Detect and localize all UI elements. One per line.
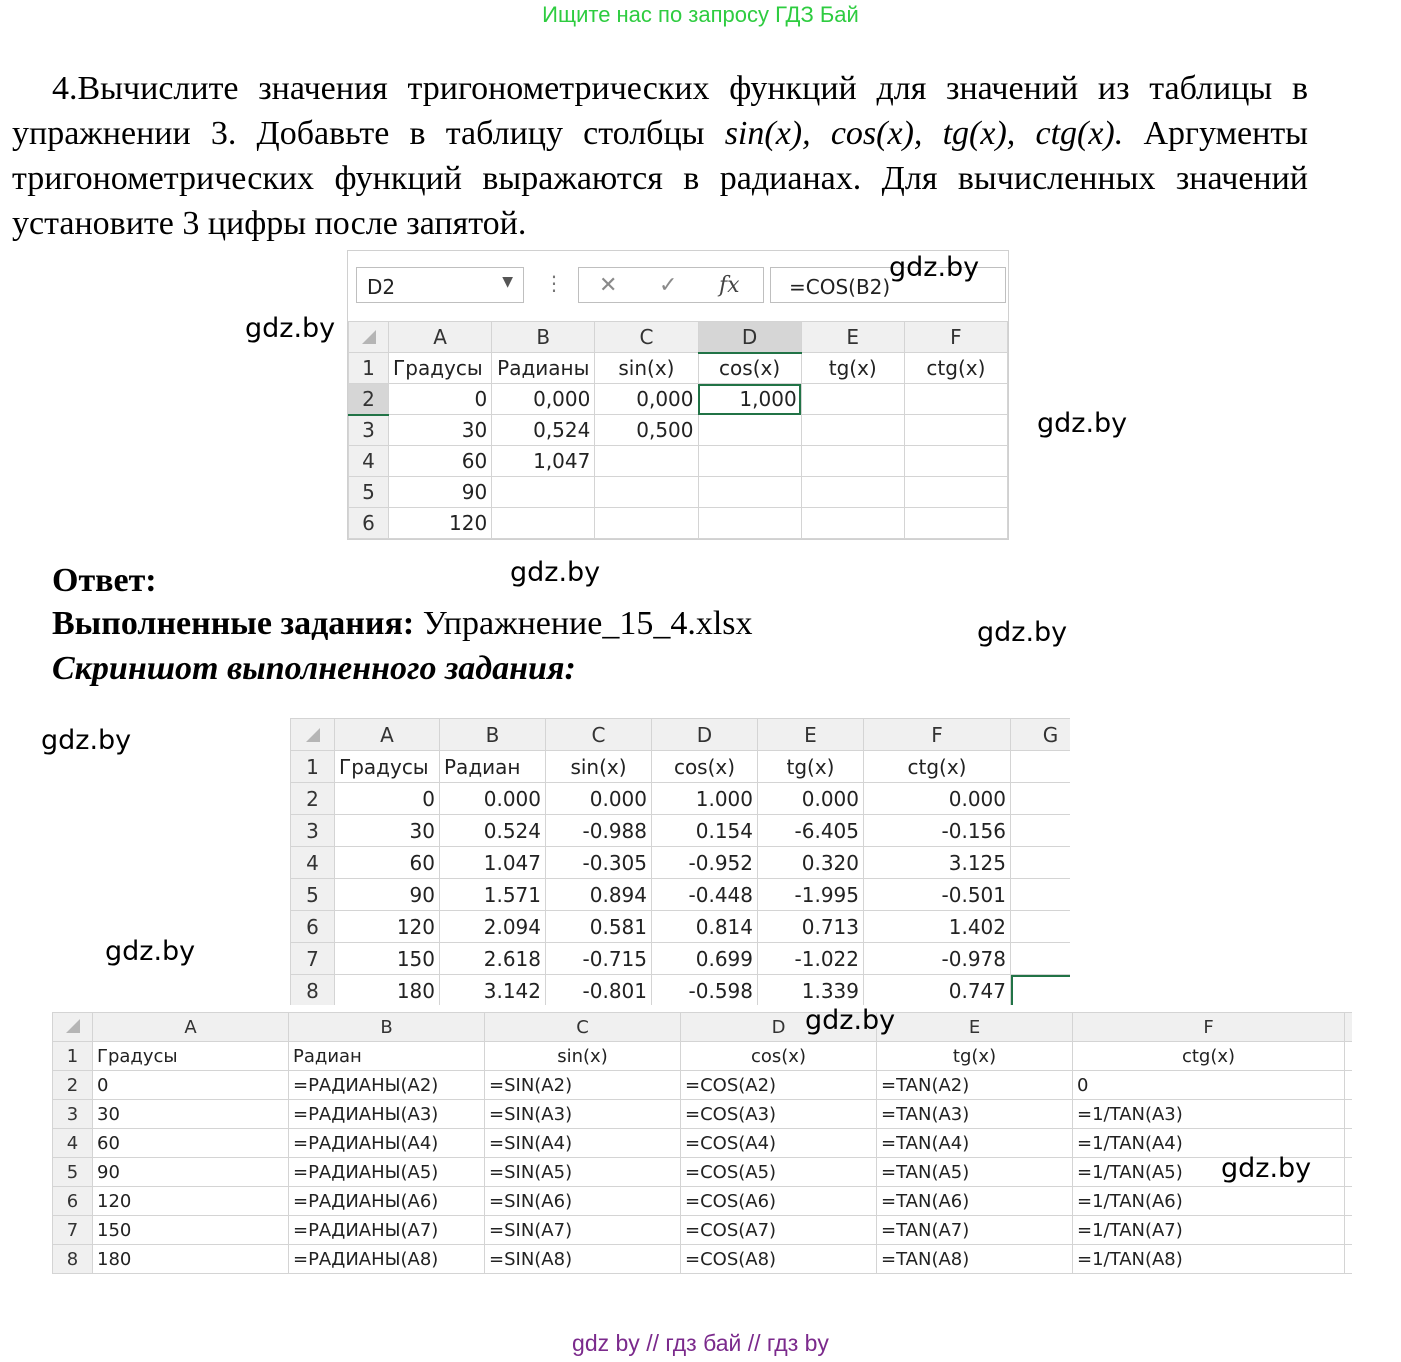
watermark: gdz.by bbox=[245, 313, 336, 344]
cell[interactable]: 0,000 bbox=[595, 384, 698, 415]
cell[interactable]: 0.000 bbox=[864, 783, 1011, 815]
select-all-icon bbox=[66, 1019, 80, 1033]
cell[interactable] bbox=[698, 446, 801, 477]
cell[interactable]: =1/TAN(A7) bbox=[1073, 1216, 1345, 1245]
column-header-d[interactable]: D bbox=[698, 322, 801, 353]
watermark: gdz.by bbox=[1221, 1153, 1312, 1184]
column-header-a[interactable]: A bbox=[93, 1013, 289, 1042]
cell[interactable]: =РАДИАНЫ(A6) bbox=[289, 1187, 485, 1216]
cell[interactable] bbox=[904, 415, 1007, 446]
cell[interactable] bbox=[904, 477, 1007, 508]
cell[interactable]: =SIN(A3) bbox=[485, 1100, 681, 1129]
task-part1: 4.Вычислите значения тригонометрических функций для значений из таблицы в упражнении 3. Добавьте в таблицу столбцы bbox=[12, 70, 1308, 152]
cell[interactable]: 120 bbox=[335, 911, 440, 943]
row-header[interactable]: 1 bbox=[349, 353, 389, 384]
task-spreadsheet bbox=[347, 250, 1009, 540]
cell[interactable]: =РАДИАНЫ(A8) bbox=[289, 1245, 485, 1274]
cell[interactable]: =1/TAN(A8) bbox=[1073, 1245, 1345, 1274]
formula-spreadsheet bbox=[52, 1012, 1352, 1307]
column-header-f[interactable]: F bbox=[864, 719, 1011, 751]
cell[interactable]: 90 bbox=[389, 477, 492, 508]
row-header[interactable]: 3 bbox=[53, 1100, 93, 1129]
cell[interactable]: 0.320 bbox=[758, 847, 864, 879]
cell[interactable]: 3.142 bbox=[440, 975, 546, 1006]
column-header-a[interactable]: A bbox=[389, 322, 492, 353]
table-row bbox=[291, 815, 1071, 847]
cell[interactable]: =РАДИАНЫ(A7) bbox=[289, 1216, 485, 1245]
column-header-d[interactable]: D bbox=[652, 719, 758, 751]
row-header[interactable]: 6 bbox=[349, 508, 389, 539]
screenshot-label: Скриншот выполненного задания: bbox=[52, 650, 576, 687]
cell[interactable]: tg(x) bbox=[801, 353, 904, 384]
cell[interactable]: 30 bbox=[93, 1100, 289, 1129]
cell[interactable]: 0.154 bbox=[652, 815, 758, 847]
cell[interactable]: 0,000 bbox=[492, 384, 595, 415]
cell[interactable]: =TAN(A8) bbox=[877, 1245, 1073, 1274]
cell[interactable]: -0.305 bbox=[546, 847, 652, 879]
cell[interactable] bbox=[492, 477, 595, 508]
table-row bbox=[53, 1100, 1353, 1129]
answer-label: Ответ: bbox=[52, 562, 157, 599]
watermark: gdz.by bbox=[889, 252, 980, 283]
select-all-corner[interactable] bbox=[291, 719, 335, 751]
cell[interactable]: 2.094 bbox=[440, 911, 546, 943]
cell[interactable] bbox=[1345, 1245, 1353, 1274]
cell[interactable]: 0.000 bbox=[440, 783, 546, 815]
cell[interactable]: =SIN(A6) bbox=[485, 1187, 681, 1216]
cell[interactable]: =РАДИАНЫ(A4) bbox=[289, 1129, 485, 1158]
cell[interactable]: 0.699 bbox=[652, 943, 758, 975]
cell[interactable]: 0 bbox=[335, 783, 440, 815]
cell[interactable]: 0.000 bbox=[546, 783, 652, 815]
cell[interactable]: ctg(x) bbox=[864, 751, 1011, 783]
cell[interactable] bbox=[1345, 1158, 1353, 1187]
watermark: gdz.by bbox=[41, 725, 132, 756]
cell[interactable] bbox=[801, 508, 904, 539]
formula-value: =COS(B2) bbox=[789, 275, 891, 299]
column-header-b[interactable]: B bbox=[440, 719, 546, 751]
cell[interactable]: 150 bbox=[335, 943, 440, 975]
column-header-b[interactable]: B bbox=[289, 1013, 485, 1042]
cell[interactable]: -0.501 bbox=[864, 879, 1011, 911]
row-header[interactable]: 4 bbox=[349, 446, 389, 477]
done-label: Выполненные задания: bbox=[52, 605, 415, 642]
cell[interactable]: sin(x) bbox=[546, 751, 652, 783]
cell[interactable]: cos(x) bbox=[698, 353, 801, 384]
row-header[interactable]: 2 bbox=[53, 1071, 93, 1100]
cell[interactable]: 0.713 bbox=[758, 911, 864, 943]
cell[interactable] bbox=[595, 446, 698, 477]
row-header[interactable]: 3 bbox=[291, 815, 335, 847]
cell[interactable]: =SIN(A4) bbox=[485, 1129, 681, 1158]
cell[interactable] bbox=[904, 508, 1007, 539]
cell[interactable]: =TAN(A7) bbox=[877, 1216, 1073, 1245]
cell[interactable]: 0 bbox=[389, 384, 492, 415]
cell[interactable] bbox=[698, 477, 801, 508]
column-header-g[interactable]: G bbox=[1011, 719, 1071, 751]
table-row bbox=[349, 353, 1008, 384]
column-header-e[interactable]: E bbox=[877, 1013, 1073, 1042]
func-ctg: ctg(x). bbox=[1035, 115, 1124, 152]
table-row bbox=[53, 1216, 1353, 1245]
row-header[interactable]: 3 bbox=[349, 415, 389, 446]
cell[interactable] bbox=[1345, 1187, 1353, 1216]
footer: gdz by // гдз бай // гдз by bbox=[572, 1330, 829, 1356]
table-row bbox=[349, 384, 1008, 415]
cell[interactable]: =COS(A3) bbox=[681, 1100, 877, 1129]
cell[interactable]: =РАДИАНЫ(A3) bbox=[289, 1100, 485, 1129]
cell[interactable]: =РАДИАНЫ(A5) bbox=[289, 1158, 485, 1187]
cell[interactable]: Радианы bbox=[492, 353, 595, 384]
name-box[interactable] bbox=[356, 267, 524, 303]
row-header[interactable]: 6 bbox=[53, 1187, 93, 1216]
watermark: gdz.by bbox=[510, 557, 601, 588]
cell[interactable] bbox=[1011, 911, 1071, 943]
cell[interactable]: 30 bbox=[335, 815, 440, 847]
cell[interactable]: 0.747 bbox=[864, 975, 1011, 1006]
cell[interactable]: Градусы bbox=[389, 353, 492, 384]
table-row bbox=[291, 879, 1071, 911]
result-spreadsheet bbox=[290, 700, 1070, 1005]
column-header-f[interactable]: F bbox=[1073, 1013, 1345, 1042]
column-header-c[interactable]: C bbox=[485, 1013, 681, 1042]
cell[interactable]: 0 bbox=[93, 1071, 289, 1100]
cell[interactable] bbox=[1011, 783, 1071, 815]
top-banner: Ищите нас по запросу ГДЗ Бай bbox=[542, 2, 859, 27]
cell[interactable]: 0,524 bbox=[492, 415, 595, 446]
cell[interactable]: cos(x) bbox=[652, 751, 758, 783]
table-row bbox=[53, 1071, 1353, 1100]
cell[interactable]: tg(x) bbox=[877, 1042, 1073, 1071]
more-icon: ⋮ bbox=[544, 271, 564, 295]
cell[interactable]: =SIN(A8) bbox=[485, 1245, 681, 1274]
row-header[interactable]: 5 bbox=[349, 477, 389, 508]
cell[interactable] bbox=[1011, 847, 1071, 879]
table-row bbox=[53, 1158, 1353, 1187]
cell[interactable]: =1/TAN(A4) bbox=[1073, 1129, 1345, 1158]
cell[interactable]: sin(x) bbox=[595, 353, 698, 384]
column-header-d[interactable]: D bbox=[681, 1013, 877, 1042]
cell[interactable]: 1.339 bbox=[758, 975, 864, 1006]
row-header[interactable]: 1 bbox=[53, 1042, 93, 1071]
cell[interactable]: Градусы bbox=[335, 751, 440, 783]
cell[interactable]: 3.125 bbox=[864, 847, 1011, 879]
row-header[interactable]: 8 bbox=[291, 975, 335, 1006]
cell[interactable]: 180 bbox=[93, 1245, 289, 1274]
column-header-f[interactable]: F bbox=[904, 322, 1007, 353]
formula-buttons bbox=[578, 267, 764, 303]
select-all-icon bbox=[362, 330, 376, 344]
confirm-icon[interactable]: ✓ bbox=[659, 273, 678, 298]
table-row bbox=[53, 1245, 1353, 1274]
cell[interactable] bbox=[492, 508, 595, 539]
row-header[interactable]: 4 bbox=[291, 847, 335, 879]
cell[interactable] bbox=[904, 384, 1007, 415]
cell[interactable]: 2.618 bbox=[440, 943, 546, 975]
cell[interactable]: 30 bbox=[389, 415, 492, 446]
select-all-corner[interactable] bbox=[349, 322, 389, 353]
cell[interactable]: -0.156 bbox=[864, 815, 1011, 847]
cell[interactable]: =COS(A6) bbox=[681, 1187, 877, 1216]
cell[interactable]: =COS(A5) bbox=[681, 1158, 877, 1187]
table-row bbox=[53, 1129, 1353, 1158]
task-text bbox=[12, 66, 1308, 246]
cell[interactable]: -0.715 bbox=[546, 943, 652, 975]
column-header-extra bbox=[1345, 1013, 1353, 1042]
table-row bbox=[291, 751, 1071, 783]
cell[interactable]: 0.814 bbox=[652, 911, 758, 943]
cell[interactable] bbox=[801, 446, 904, 477]
row-header[interactable]: 6 bbox=[291, 911, 335, 943]
watermark: gdz.by bbox=[105, 936, 196, 967]
cell[interactable] bbox=[1011, 943, 1071, 975]
cell[interactable]: 0.524 bbox=[440, 815, 546, 847]
cell[interactable]: 90 bbox=[335, 879, 440, 911]
cell[interactable] bbox=[904, 446, 1007, 477]
cell[interactable] bbox=[1345, 1100, 1353, 1129]
cell[interactable]: =SIN(A2) bbox=[485, 1071, 681, 1100]
table-row bbox=[349, 477, 1008, 508]
cell[interactable] bbox=[1011, 975, 1071, 1006]
cell[interactable] bbox=[1345, 1129, 1353, 1158]
cell[interactable]: 60 bbox=[389, 446, 492, 477]
cell[interactable]: =COS(A8) bbox=[681, 1245, 877, 1274]
cell[interactable]: =1/TAN(A6) bbox=[1073, 1187, 1345, 1216]
cell[interactable]: Градусы bbox=[93, 1042, 289, 1071]
row-header[interactable]: 1 bbox=[291, 751, 335, 783]
table-row bbox=[53, 1187, 1353, 1216]
cell[interactable] bbox=[1345, 1216, 1353, 1245]
func-cos: cos(x), bbox=[830, 115, 923, 152]
cell[interactable] bbox=[1345, 1071, 1353, 1100]
cell[interactable]: Радиан bbox=[440, 751, 546, 783]
cell[interactable]: 1.000 bbox=[652, 783, 758, 815]
cell[interactable]: 90 bbox=[93, 1158, 289, 1187]
cell[interactable]: -0.952 bbox=[652, 847, 758, 879]
cell[interactable]: sin(x) bbox=[485, 1042, 681, 1071]
table-row bbox=[349, 415, 1008, 446]
function-icon[interactable]: fx bbox=[719, 273, 740, 298]
done-tasks bbox=[52, 605, 753, 643]
cell[interactable]: 1.047 bbox=[440, 847, 546, 879]
cell[interactable] bbox=[595, 477, 698, 508]
cell[interactable] bbox=[698, 508, 801, 539]
table-row bbox=[291, 943, 1071, 975]
cell[interactable]: 180 bbox=[335, 975, 440, 1006]
cell[interactable]: ctg(x) bbox=[904, 353, 1007, 384]
row-header[interactable]: 5 bbox=[291, 879, 335, 911]
column-header-c[interactable]: C bbox=[595, 322, 698, 353]
cell[interactable]: =РАДИАНЫ(A2) bbox=[289, 1071, 485, 1100]
cell[interactable]: 1.402 bbox=[864, 911, 1011, 943]
row-header[interactable]: 8 bbox=[53, 1245, 93, 1274]
row-header[interactable]: 2 bbox=[291, 783, 335, 815]
watermark: gdz.by bbox=[977, 617, 1068, 648]
table-row bbox=[291, 911, 1071, 943]
cell[interactable]: -0.598 bbox=[652, 975, 758, 1006]
cell[interactable] bbox=[1011, 879, 1071, 911]
cell[interactable]: -0.448 bbox=[652, 879, 758, 911]
cell[interactable]: Радиан bbox=[289, 1042, 485, 1071]
cell[interactable] bbox=[801, 415, 904, 446]
cell[interactable]: ctg(x) bbox=[1073, 1042, 1345, 1071]
cell[interactable]: 0.581 bbox=[546, 911, 652, 943]
watermark: gdz.by bbox=[1037, 408, 1128, 439]
table-row bbox=[291, 975, 1071, 1006]
cell[interactable]: =1/TAN(A3) bbox=[1073, 1100, 1345, 1129]
column-header-b[interactable]: B bbox=[492, 322, 595, 353]
cell[interactable]: =1/TAN(A5) bbox=[1073, 1158, 1345, 1187]
cell[interactable]: 0.894 bbox=[546, 879, 652, 911]
cell[interactable]: 0,500 bbox=[595, 415, 698, 446]
cell[interactable]: =TAN(A4) bbox=[877, 1129, 1073, 1158]
cell[interactable]: -0.801 bbox=[546, 975, 652, 1006]
func-tg: tg(x), bbox=[942, 115, 1016, 152]
cell[interactable] bbox=[595, 508, 698, 539]
cell[interactable]: 120 bbox=[93, 1187, 289, 1216]
select-all-icon bbox=[306, 728, 320, 742]
row-header[interactable]: 7 bbox=[291, 943, 335, 975]
select-all-corner[interactable] bbox=[53, 1013, 93, 1042]
cell[interactable]: =COS(A2) bbox=[681, 1071, 877, 1100]
row-header[interactable]: 4 bbox=[53, 1129, 93, 1158]
cell[interactable]: =COS(A7) bbox=[681, 1216, 877, 1245]
cell[interactable]: -6.405 bbox=[758, 815, 864, 847]
cell[interactable]: =SIN(A5) bbox=[485, 1158, 681, 1187]
cell[interactable]: 60 bbox=[93, 1129, 289, 1158]
cell[interactable]: cos(x) bbox=[681, 1042, 877, 1071]
cell[interactable]: 1,000 bbox=[698, 384, 801, 415]
row-header[interactable]: 5 bbox=[53, 1158, 93, 1187]
table-row bbox=[291, 783, 1071, 815]
cell[interactable]: 120 bbox=[389, 508, 492, 539]
column-header-e[interactable]: E bbox=[758, 719, 864, 751]
cell[interactable]: -0.988 bbox=[546, 815, 652, 847]
table-row bbox=[291, 847, 1071, 879]
chevron-down-icon[interactable]: ▼ bbox=[502, 274, 513, 290]
cell[interactable]: 1,047 bbox=[492, 446, 595, 477]
column-header-e[interactable]: E bbox=[801, 322, 904, 353]
cell[interactable] bbox=[1011, 815, 1071, 847]
row-header[interactable]: 7 bbox=[53, 1216, 93, 1245]
table-row bbox=[53, 1042, 1353, 1071]
cell[interactable]: -1.995 bbox=[758, 879, 864, 911]
table-row bbox=[349, 508, 1008, 539]
column-header-c[interactable]: C bbox=[546, 719, 652, 751]
cell[interactable]: 0.000 bbox=[758, 783, 864, 815]
func-sin: sin(x), bbox=[724, 115, 811, 152]
cell[interactable] bbox=[1345, 1042, 1353, 1071]
cell[interactable] bbox=[698, 415, 801, 446]
task-part2: Аргументы тригонометрических функций выражаются в радианах. Для вычисленных значений установите 3 цифры после запятой. bbox=[12, 115, 1309, 242]
cell[interactable]: -1.022 bbox=[758, 943, 864, 975]
cell[interactable]: -0.978 bbox=[864, 943, 1011, 975]
cell[interactable]: =SIN(A7) bbox=[485, 1216, 681, 1245]
cell[interactable]: tg(x) bbox=[758, 751, 864, 783]
cell[interactable] bbox=[801, 477, 904, 508]
grid bbox=[348, 321, 1008, 539]
cell[interactable]: 1.571 bbox=[440, 879, 546, 911]
cancel-icon[interactable]: ✕ bbox=[599, 273, 618, 298]
cell[interactable] bbox=[1011, 751, 1071, 783]
watermark: gdz.by bbox=[805, 1005, 896, 1036]
name-box-value: D2 bbox=[367, 275, 396, 299]
cell[interactable]: 150 bbox=[93, 1216, 289, 1245]
cell[interactable]: =TAN(A5) bbox=[877, 1158, 1073, 1187]
cell[interactable]: =TAN(A6) bbox=[877, 1187, 1073, 1216]
cell[interactable]: 0 bbox=[1073, 1071, 1345, 1100]
cell[interactable]: =COS(A4) bbox=[681, 1129, 877, 1158]
row-header[interactable]: 2 bbox=[349, 384, 389, 415]
done-file: Упражнение_15_4.xlsx bbox=[422, 605, 753, 642]
cell[interactable]: =TAN(A3) bbox=[877, 1100, 1073, 1129]
cell[interactable]: =TAN(A2) bbox=[877, 1071, 1073, 1100]
column-header-a[interactable]: A bbox=[335, 719, 440, 751]
cell[interactable] bbox=[801, 384, 904, 415]
cell[interactable]: 60 bbox=[335, 847, 440, 879]
table-row bbox=[349, 446, 1008, 477]
